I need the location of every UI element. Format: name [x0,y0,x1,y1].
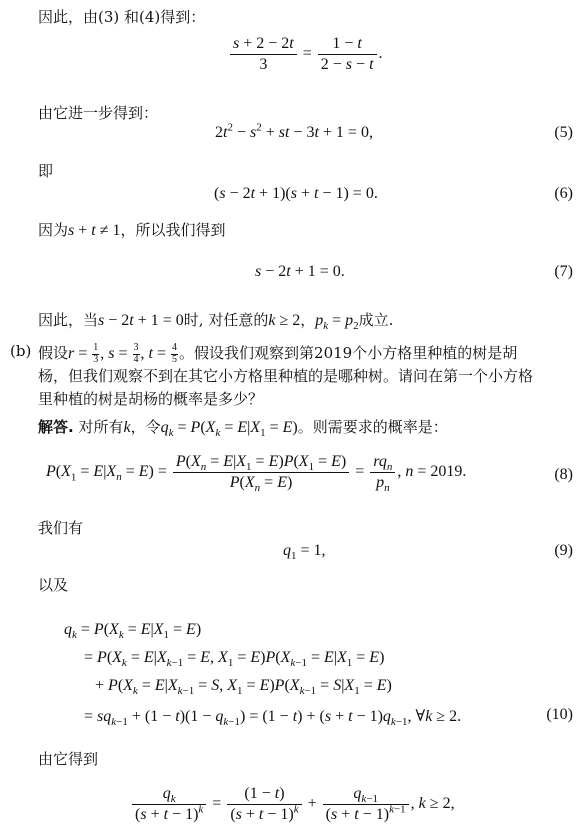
equation-fraction: $\frac{s + 2 - 2t}{3}$ = $\frac{1 - t}{2 - s - t}$ . [228,34,383,75]
text-line: 以及 [38,576,69,594]
text-line: 杨，但我们观察不到在其它小方格里种植的是哪种树。请问在第一个小方格 [38,367,534,385]
text-line: 因为s + t ≠ 1，所以我们得到 [38,221,226,239]
equation-number: (7) [554,263,573,280]
equation-number: (8) [554,466,573,483]
text-line: 因此，当s − 2t + 1 = 0时, 对任意的k ≥ 2，$p_k = p_2$成立. [38,311,394,333]
part-label: (b) [10,342,32,360]
text-line: 由它得到 [38,750,99,768]
equation-number: (9) [554,542,573,559]
equation-6: (s − 2t + 1)(s + t − 1) = 0. [214,185,378,202]
equation-number: (5) [554,124,573,141]
equation-10-line4: = $sq_{k-1} + (1 - t)(1 - q_{k-1}) = (1 - t) + (s + t - 1)q_{k-1}$, ∀k ≥ 2. [84,708,462,729]
equation-7: s − 2t + 1 = 0. [255,263,345,280]
text-line: 因此，由(3) 和(4)得到： [38,8,206,26]
solution-label: 解答. [38,418,74,436]
equation-10-line1: $q_k = P(X_k = E|X_1 = E)$ [64,621,202,642]
text-line: 里种植的树是胡杨的概率是多少？ [38,390,264,408]
text-line: 假设r = $\frac{1}{3}$ , s = $\frac{3}{4}$ , t = $\frac{4}{5}$ 。假设我们观察到第2019个小方格里种植的树是胡 [38,342,518,365]
equation-9: $q_1 = 1$, [283,542,326,563]
text-line: 解答. 对所有k，令$q_k = P(X_k = E|X_1 = E)$。则需要求的概率是： [38,418,448,440]
equation-10-line2: = $P(X_k = E|X_{k-1} = E$, $X_1 = E)P(X_{k-1} = E|X_1 = E)$ [84,649,385,670]
text-line: 由它进一步得到： [38,104,159,122]
text-line: 我们有 [38,519,84,537]
equation-final: $\frac{q_k}{(s + t - 1)^k}$ = $\frac{(1 - t)}{(s + t - 1)^k}$ + $\frac{q_{k-1}}{(s + t - 1)^{k-1}}$ , k ≥ 2, [130,784,455,825]
equation-8: $P(X_1 = E|X_n = E)$ = $\frac{P(X_n = E|X_1 = E)P(X_1 = E)}{P(X_n = E)}$ = $\frac{rq_n}{p_n}$ , n = 2019. [46,453,467,495]
equation-10-line3: + $P(X_k = E|X_{k-1} = S$, $X_1 = E)P(X_{k-1} = S|X_1 = E)$ [95,677,392,698]
equation-number: (10) [546,706,573,723]
equation-number: (6) [554,185,573,202]
equation-5: $2t^2 - s^2$ + st − 3t + 1 = 0, [215,121,373,141]
text-line: 即 [38,162,54,180]
